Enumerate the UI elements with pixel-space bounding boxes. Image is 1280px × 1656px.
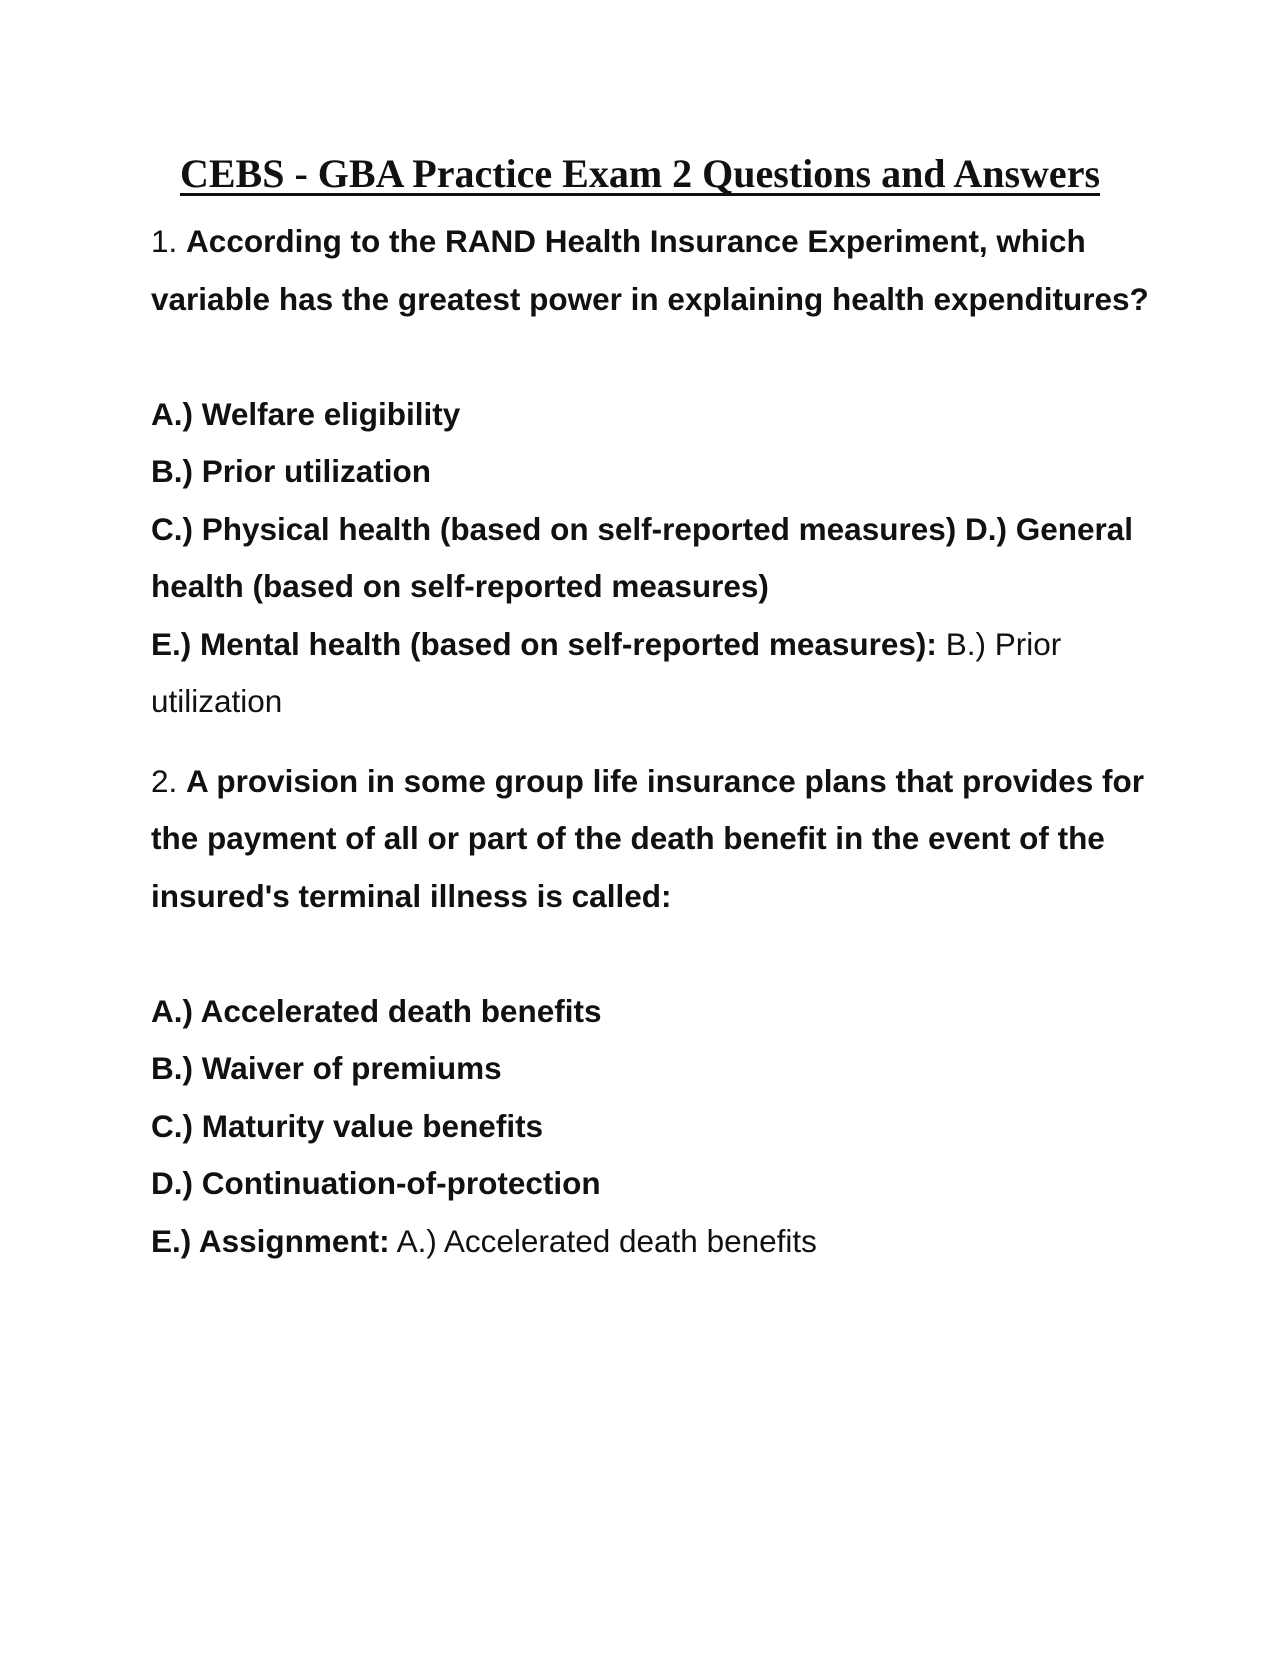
document-body [151, 213, 1151, 1270]
question-1-option-c-d: C.) Physical health (based on self-reported measures) D.) General health (based on self-reported measures) [151, 510, 1134, 604]
question-2 [151, 753, 1151, 1271]
question-2-answer: A.) Accelerated death benefits [396, 1222, 817, 1259]
document-title [0, 148, 1280, 200]
question-2-option-b: B.) Waiver of premiums [151, 1050, 502, 1086]
question-2-text: A provision in some group life insurance plans that provides for the payment of all or part of the death benefit in the event of the insured's terminal illness is called: [151, 762, 1145, 914]
question-1-option-e [151, 616, 1151, 731]
question-1-text: According to the RAND Health Insurance Experiment, which variable has the greatest power in explaining health expenditures? [151, 223, 1149, 317]
spacer [151, 925, 1151, 983]
question-2-option-e-text: E.) Assignment: [151, 1222, 390, 1259]
question-2-option-a: A.) Accelerated death benefits [151, 992, 602, 1029]
question-1-stem [151, 213, 1151, 328]
spacer [151, 731, 1151, 753]
question-1-option-e-text: E.) Mental health (based on self-reported measures): [151, 625, 937, 662]
question-2-number: 2. [151, 762, 178, 799]
document-title-text: CEBS - GBA Practice Exam 2 Questions and Answers [179, 151, 1101, 196]
question-2-stem [151, 753, 1151, 926]
question-1-answer: B.) Prior utilization [151, 625, 1062, 719]
question-2-option-d: D.) Continuation-of-protection [151, 1165, 601, 1201]
question-1-option-a: A.) Welfare eligibility [151, 395, 461, 432]
question-2-option-e [151, 1213, 1151, 1271]
spacer [151, 328, 1151, 386]
question-1 [151, 213, 1151, 731]
question-1-number: 1. [151, 223, 178, 259]
question-1-option-b: B.) Prior utilization [151, 453, 431, 489]
question-2-option-c: C.) Maturity value benefits [151, 1107, 544, 1144]
